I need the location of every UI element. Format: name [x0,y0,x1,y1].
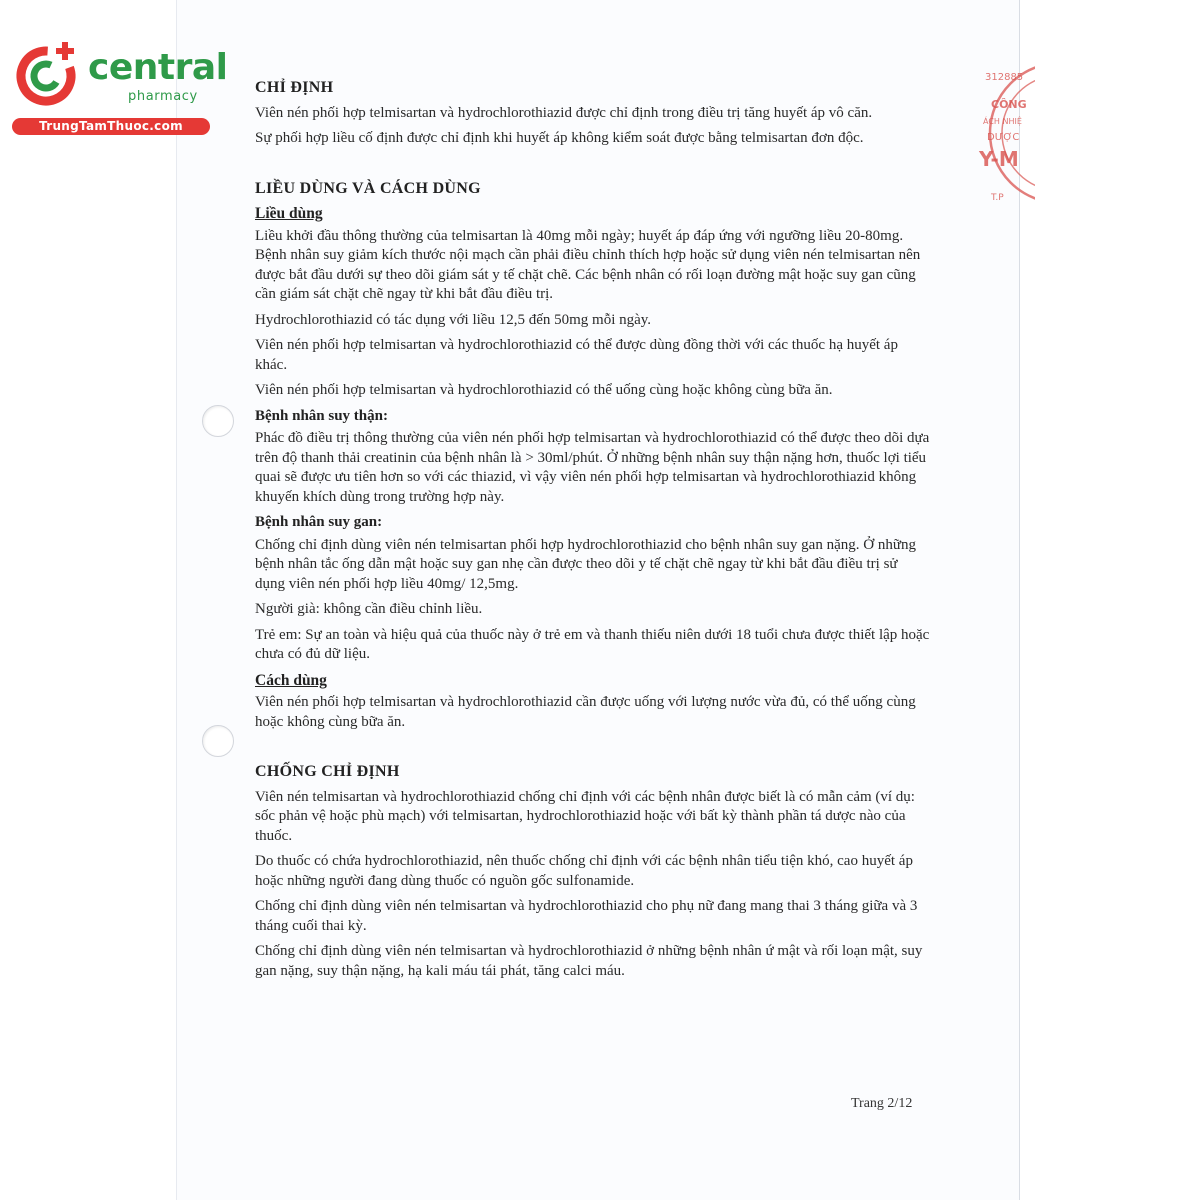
paragraph: Chống chỉ định dùng viên nén telmisartan và hydrochlorothiazid ở những bệnh nhân ứ mật và rối loạn mật, suy gan nặng, suy thận nặng, hạ kali máu tái phát, tăng calci máu. [255,943,923,979]
paragraph: Viên nén phối hợp telmisartan và hydrochlorothiazid được chỉ định trong điều trị tăng huyết áp vô căn. [255,104,873,121]
stamp-seal-icon [975,58,1035,213]
stamp-text: DƯỢC [987,132,1020,143]
paragraph: Viên nén phối hợp telmisartan và hydrochlorothiazid có thể uống cùng hoặc không cùng bữa ăn. [255,382,833,398]
paragraph: Người già: không cần điều chỉnh liều. [255,601,483,617]
punch-hole [202,725,234,757]
stamp-text: Y-M [979,147,1019,171]
stamp-text: ÁCH NHIỆ [983,117,1022,126]
paragraph: Phác đồ điều trị thông thường của viên nén phối hợp telmisartan và hydrochlorothiazid có thể được theo dõi dựa trên độ thanh thải creatinin của bệnh nhân là > 30ml/phút. Ở những bệnh nhân suy thận nặng hơn, thuốc lợi tiểu quai sẽ được ưu tiên hơn so với các thiazid, vì vậy viên nén phối hợp telmisartan và hydrochlorothiazid không khuyến khích dùng trong trường hợp này. [255,430,930,505]
paragraph: Trẻ em: Sự an toàn và hiệu quả của thuốc này ở trẻ em và thanh thiếu niên dưới 18 tuổi chưa được thiết lập hoặc chưa có đủ dữ liệu. [255,626,930,662]
paragraph: Liều khởi đầu thông thường của telmisartan là 40mg mỗi ngày; huyết áp đáp ứng với ngưỡng liều 20-80mg. Bệnh nhân suy giảm kích thước nội mạch cần phải điều chỉnh thích hợp hoặc sử dụng viên nén telmisartan nên được bắt đầu dưới sự theo dõi giám sát y tế chặt chẽ. Các bệnh nhân có rối loạn đường mật hoặc suy gan cũng cần giám sát chặt chẽ ngay từ khi bắt đầu điều trị. [255,227,921,302]
logo-brand-word: central [88,47,228,88]
paragraph: Viên nén telmisartan và hydrochlorothiazid chống chỉ định với các bệnh nhân được biết là có mẫn cảm (ví dụ: sốc phản vệ hoặc phù mạch) với telmisartan, hydrochlorothiazid hoặc với bất kỳ thành phần tá dược nào của thuốc. [255,788,915,844]
stamp-text: CÔNG [991,98,1027,111]
paragraph: Viên nén phối hợp telmisartan và hydrochlorothiazid cần được uống với lượng nước vừa đủ, có thể uống cùng hoặc không cùng bữa ăn. [255,694,916,730]
section-title-lieu-dung: LIỀU DÙNG VÀ CÁCH DÙNG [255,179,481,197]
stamp-text: T.P [991,193,1004,203]
subsection-title-cach-dung: Cách dùng [255,671,327,689]
logo-emblem-icon [10,38,82,110]
central-pharmacy-logo[interactable] [10,38,228,138]
section-title-chi-dinh: CHỈ ĐỊNH [255,79,334,96]
logo-site-url[interactable]: TrungTamThuoc.com [12,118,210,135]
paragraph: Chống chỉ định dùng viên nén telmisartan và hydrochlorothiazid cho phụ nữ đang mang thai 3 tháng giữa và 3 tháng cuối thai kỳ. [255,898,918,934]
paragraph: Do thuốc có chứa hydrochlorothiazid, nên thuốc chống chỉ định với các bệnh nhân tiểu tiện khó, cao huyết áp hoặc những người đang dùng thuốc có nguồn gốc sulfonamide. [255,853,913,889]
document-content [255,78,930,987]
paragraph: Sự phối hợp liều cố định được chỉ định khi huyết áp không kiểm soát được bằng telmisartan đơn độc. [255,130,864,146]
subsection-title-suy-gan: Bệnh nhân suy gan: [255,514,383,530]
subsection-title-suy-than: Bệnh nhân suy thận: [255,407,388,424]
subsection-title-lieu-dung: Liều dùng [255,205,323,222]
company-stamp [975,58,1035,213]
punch-hole [202,405,234,437]
paragraph: Viên nén phối hợp telmisartan và hydrochlorothiazid có thể được dùng đồng thời với các thuốc hạ huyết áp khác. [255,337,898,373]
paragraph: Chống chỉ định dùng viên nén telmisartan phối hợp hydrochlorothiazid cho bệnh nhân suy gan nặng. Ở những bệnh nhân tắc ống dẫn mật hoặc suy gan nhẹ cần được theo dõi y tế chặt chẽ ngay từ khi bắt đầu điều trị sử dụng viên nén phối hợp liều 40mg/ 12,5mg. [255,536,916,592]
page-number: Trang 2/12 [851,1096,913,1111]
section-title-chong-chi-dinh: CHỐNG CHỈ ĐỊNH [255,763,400,780]
paragraph: Hydrochlorothiazid có tác dụng với liều 12,5 đến 50mg mỗi ngày. [255,311,652,328]
stamp-text: 312885 [985,72,1024,83]
logo-brand-sub: pharmacy [128,89,198,104]
